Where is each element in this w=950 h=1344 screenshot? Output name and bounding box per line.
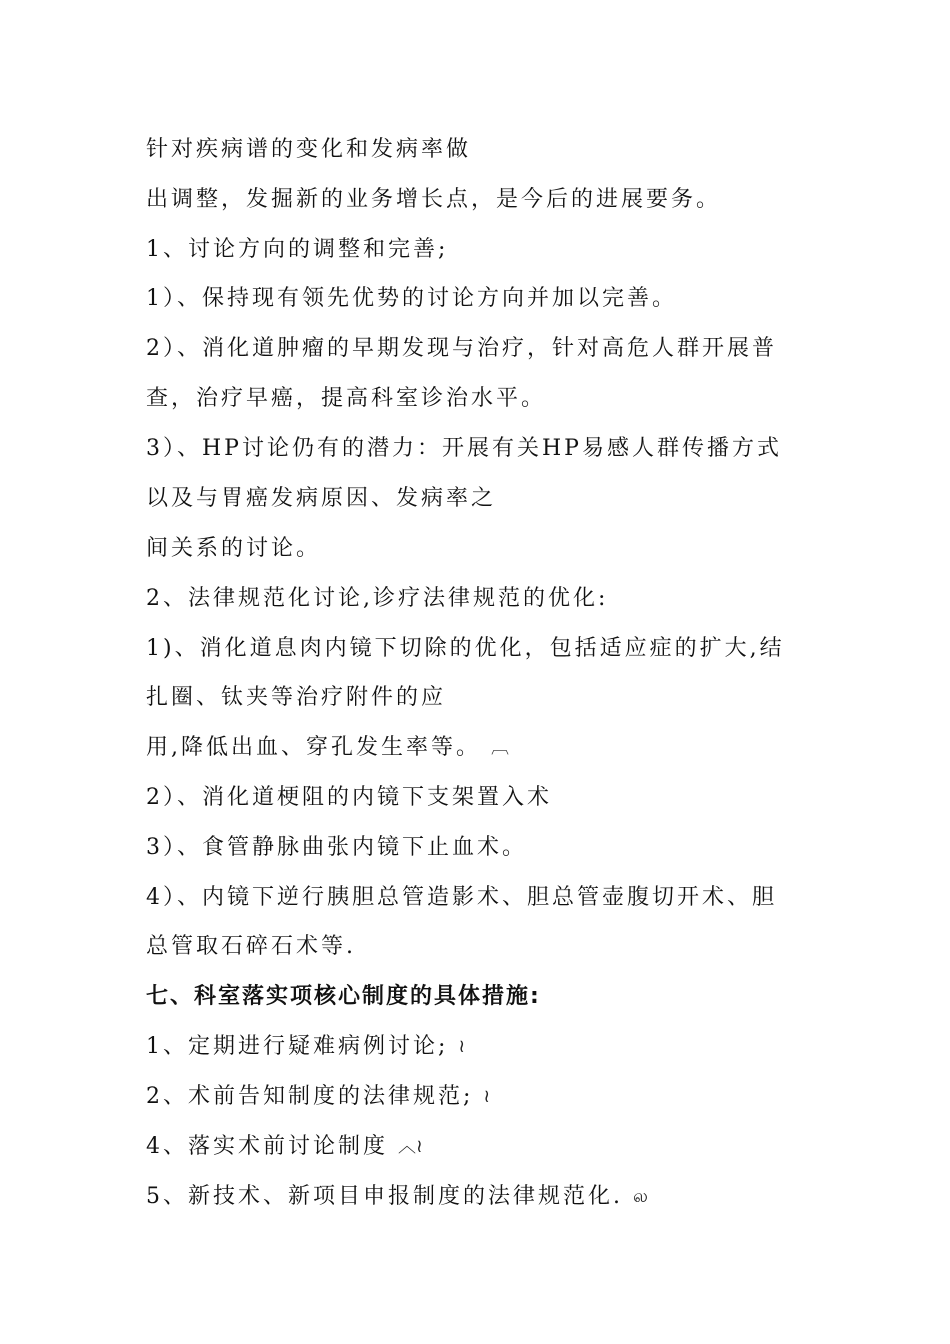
list-item [146,334,826,364]
line-text: 1、讨论方向的调整和完善; [146,237,449,262]
list-item-continuation [146,534,826,564]
list-item [146,783,826,813]
scan-artifact-mark: ≀ [458,1036,466,1057]
scan-artifact-mark: ︹ [491,737,509,758]
list-item-continuation [146,932,826,962]
list-item [146,883,826,913]
line-text: 5、新技术、新项目申报制度的法律规范化. [146,1184,623,1209]
line-text: 以及与胃癌发病原因、发病率之 [146,486,497,511]
list-item [146,833,826,863]
list-item [146,1132,826,1162]
heading-text: 七、科室落实项核心制度的具体措施: [146,984,541,1009]
line-text: 针对疾病谱的变化和发病率做 [146,137,472,162]
line-text: 4）、内镜下逆行胰胆总管造影术、胆总管壶腹切开术、胆 [146,885,777,910]
paragraph-line [146,185,826,215]
line-text: 2）、消化道梗阻的内镜下支架置入术 [146,785,552,810]
line-text: 1）、保持现有领先优势的讨论方向并加以完善。 [146,286,677,311]
line-text: 2、法律规范化讨论,诊疗法律规范的优化: [146,586,609,611]
scan-artifact-mark: ல [633,1186,648,1207]
scan-artifact-mark: ≀ [483,1086,491,1107]
section-item [146,235,826,265]
section-item [146,584,826,614]
paragraph-line [146,135,826,165]
list-item [146,1082,826,1112]
line-text: 间关系的讨论。 [146,536,322,561]
line-text: 出调整，发掘新的业务增长点，是今后的进展要务。 [146,187,722,212]
list-item [146,1182,826,1212]
list-item [146,634,826,664]
line-text: 3）、食管静脉曲张内镜下止血术。 [146,835,527,860]
line-text: 4、落实术前讨论制度 [146,1134,388,1159]
line-text: 2、术前告知制度的法律规范; [146,1084,474,1109]
list-item-continuation [146,484,826,514]
line-text: 1)、消化道息肉内镜下切除的优化，包括适应症的扩大,结 [146,636,785,661]
scan-artifact-mark: ︿≀ [398,1136,423,1157]
line-text: 查，治疗早癌，提高科室诊治水平。 [146,386,547,411]
line-text: 2）、消化道肿瘤的早期发现与治疗，针对高危人群开展普 [146,336,777,361]
section-heading [146,982,826,1012]
list-item [146,434,826,464]
line-text: 1、定期进行疑难病例讨论; [146,1034,449,1059]
list-item-continuation [146,683,826,713]
list-item-continuation [146,384,826,414]
list-item [146,284,826,314]
line-text: 用,降低出血、穿孔发生率等。 [146,735,481,760]
line-text: 3）、HP讨论仍有的潜力：开展有关HP易感人群传播方式 [146,436,782,461]
list-item [146,1032,826,1062]
line-text: 总管取石碎石术等. [146,934,356,959]
list-item-continuation [146,733,826,763]
line-text: 扎圈、钛夹等治疗附件的应 [146,685,447,710]
